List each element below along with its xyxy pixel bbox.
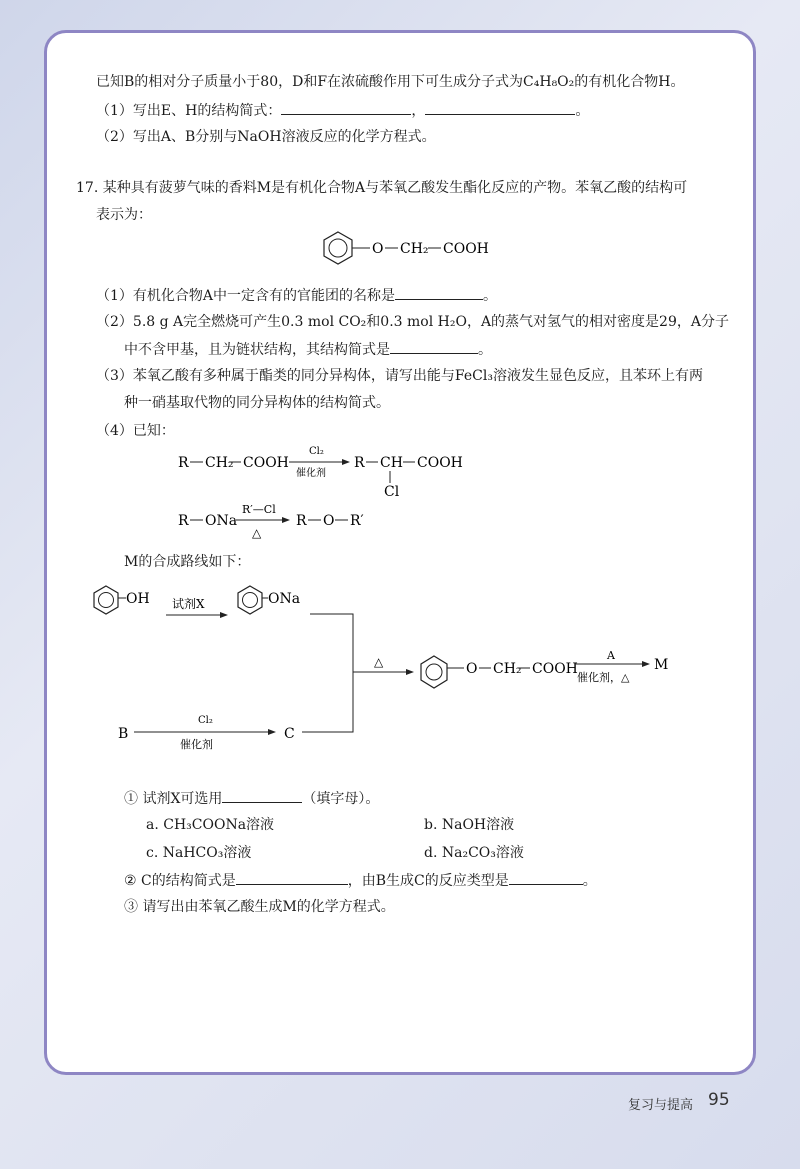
answer-blank[interactable] <box>390 339 478 354</box>
synthesis-route <box>88 580 708 760</box>
svg-text:A: A <box>607 649 615 662</box>
svg-text:催化剂: 催化剂 <box>296 468 326 479</box>
svg-text:R: R <box>354 455 365 471</box>
svg-text:试剂X: 试剂X <box>172 597 205 611</box>
svg-text:CH₂: CH₂ <box>493 661 522 677</box>
svg-text:OH: OH <box>126 591 150 607</box>
svg-text:R′: R′ <box>350 513 364 529</box>
svg-text:Cl: Cl <box>384 484 400 500</box>
svg-text:COOH: COOH <box>532 661 578 677</box>
ch2-label: CH₂ <box>400 241 429 257</box>
option-a: a. CH₃COONa溶液 <box>146 817 275 833</box>
q17-stem-line1: 17. 某种具有菠萝气味的香料M是有机化合物A与苯氧乙酸发生酯化反应的产物。苯氧乙酸的结构可 <box>76 180 688 196</box>
svg-text:R′—Cl: R′—Cl <box>242 503 276 516</box>
q17-part1: （1）有机化合物A中一定含有的官能团的名称是 。 <box>96 285 497 306</box>
option-c: c. NaHCO₃溶液 <box>146 845 252 861</box>
sub-question-3: ③ 请写出由苯氧乙酸生成M的化学方程式。 <box>124 899 395 915</box>
q17-part3-line1: （3）苯氧乙酸有多种属于酯类的同分异构体，请写出能与FeCl₃溶液发生显色反应，且苯环上有两 <box>96 368 703 384</box>
q17-part4: （4）已知： <box>96 423 175 439</box>
svg-text:催化剂，△: 催化剂，△ <box>577 671 630 684</box>
svg-text:COOH: COOH <box>417 455 463 471</box>
route-intro: M的合成路线如下： <box>124 554 251 570</box>
answer-blank[interactable] <box>425 100 575 115</box>
svg-text:COOH: COOH <box>243 455 289 471</box>
answer-blank[interactable] <box>222 788 302 803</box>
sub-question-2: ② C的结构简式是 ，由B生成C的反应类型是 。 <box>124 870 597 891</box>
q16-part2: （2）写出A、B分别与NaOH溶液反应的化学方程式。 <box>96 129 436 145</box>
sub-question-1: ① 试剂X可选用 （填字母）。 <box>124 788 379 809</box>
q17-part3-line2: 种一硝基取代物的同分异构体的结构简式。 <box>124 395 390 411</box>
option-d: d. Na₂CO₃溶液 <box>424 845 524 861</box>
svg-text:O: O <box>323 513 335 529</box>
phenoxyacetic-acid-structure <box>310 228 490 268</box>
answer-blank[interactable] <box>395 285 483 300</box>
option-b: b. NaOH溶液 <box>424 817 515 833</box>
page-number: 95 <box>708 1090 730 1110</box>
svg-text:Cl₂: Cl₂ <box>198 715 213 726</box>
svg-text:R: R <box>178 513 189 529</box>
svg-text:O: O <box>466 661 478 677</box>
o-label: O <box>372 241 384 257</box>
footer-section-label: 复习与提高 <box>628 1098 694 1113</box>
svg-text:C: C <box>284 726 295 742</box>
q17-part2-line1: （2）5.8 g A完全燃烧可产生0.3 mol CO₂和0.3 mol H₂O，A的蒸气对氢气的相对密度是29，A分子 <box>96 314 729 330</box>
q17-part2-line2: 中不含甲基，且为链状结构，其结构简式是 。 <box>124 339 492 360</box>
svg-text:ONa: ONa <box>205 513 238 529</box>
svg-text:△: △ <box>252 526 262 540</box>
q16-part1: （1）写出E、H的结构简式： ， 。 <box>96 100 589 121</box>
svg-text:R: R <box>178 455 189 471</box>
svg-text:CH: CH <box>380 455 403 471</box>
known-reactions <box>170 445 470 545</box>
answer-blank[interactable] <box>281 100 411 115</box>
svg-text:△: △ <box>374 655 384 669</box>
svg-text:Cl₂: Cl₂ <box>309 446 324 457</box>
svg-text:催化剂: 催化剂 <box>180 738 213 751</box>
svg-text:M: M <box>654 657 669 673</box>
answer-blank[interactable] <box>509 870 583 885</box>
svg-text:R: R <box>296 513 307 529</box>
svg-text:B: B <box>118 726 129 742</box>
intro-line: 已知B的相对分子质量小于80，D和F在浓硫酸作用下可生成分子式为C₄H₈O₂的有机化合物H。 <box>96 74 685 90</box>
q17-stem-line2: 表示为： <box>96 207 152 223</box>
svg-text:ONa: ONa <box>268 591 301 607</box>
svg-text:CH₂: CH₂ <box>205 455 234 471</box>
answer-blank[interactable] <box>236 870 348 885</box>
cooh-label: COOH <box>443 241 489 257</box>
